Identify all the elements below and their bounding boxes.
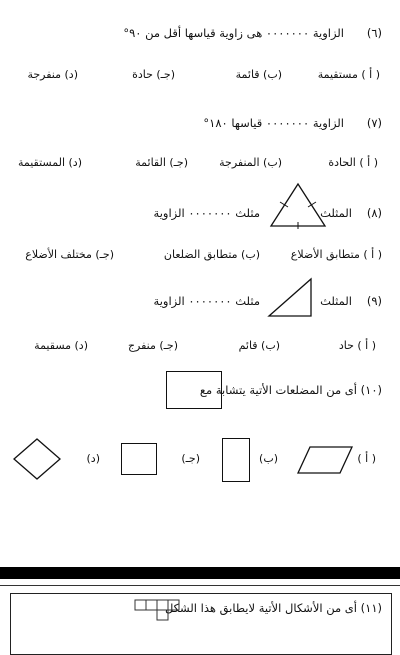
q6-number: (٦) <box>366 26 382 40</box>
q9-option-a[interactable]: ( أ ) حاد <box>338 339 376 352</box>
q9-number: (٩) <box>366 294 382 308</box>
q7-option-d[interactable]: (د) المستقيمة <box>17 156 82 169</box>
q6-option-b[interactable]: (ب) قائمة <box>235 68 282 81</box>
q11-text: (١١) أى من الأشكال الأتية لايطابق هذا الشكل <box>164 601 382 615</box>
q8-option-c[interactable]: (جـ) مختلف الأضلاع <box>25 248 114 261</box>
parallelogram-figure[interactable] <box>294 444 356 476</box>
q8-option-a[interactable]: ( أ ) متطابق الأضلاع <box>290 248 382 261</box>
page-divider-bar <box>0 567 400 579</box>
q7-number: (٧) <box>366 116 382 130</box>
q6-option-c[interactable]: (جـ) حادة <box>132 68 175 81</box>
equilateral-triangle-figure <box>267 181 329 229</box>
q6-option-a[interactable]: ( أ ) مستقيمة <box>317 68 380 81</box>
q10-option-a[interactable]: ( أ ) <box>357 452 376 465</box>
q10-option-c[interactable]: (جـ) <box>181 452 200 465</box>
q9-option-d[interactable]: (د) مسقيمة <box>34 339 88 352</box>
right-triangle-figure <box>265 276 315 320</box>
q8-option-b[interactable]: (ب) متطابق الضلعان <box>163 248 260 261</box>
q9-text: مثلث ٠٠٠٠٠٠٠ الزاوية <box>153 294 260 308</box>
q10-option-d[interactable]: (د) <box>86 452 100 465</box>
q7-option-a[interactable]: ( أ ) الحادة <box>328 156 378 169</box>
square-figure[interactable] <box>121 443 157 475</box>
q9-label: المثلث <box>320 294 352 308</box>
section-divider-line <box>0 585 400 586</box>
q10-text: (١٠) أى من المضلعات الأتية يتشابة مع <box>199 383 382 397</box>
net-shape-figure <box>134 599 184 623</box>
reference-rectangle-figure <box>166 371 222 409</box>
q8-label: المثلث <box>320 206 352 220</box>
rhombus-figure[interactable] <box>11 436 63 482</box>
q7-option-c[interactable]: (جـ) القائمة <box>135 156 188 169</box>
q8-text: مثلث ٠٠٠٠٠٠٠ الزاوية <box>153 206 260 220</box>
q7-option-b[interactable]: (ب) المنفرجة <box>219 156 282 169</box>
q7-text: الزاوية ٠٠٠٠٠٠٠ قياسها ١٨٠° <box>203 116 344 130</box>
q6-text: الزاوية ٠٠٠٠٠٠٠ هى زاوية قياسها أقل من ٩٠° <box>123 26 344 40</box>
tall-rectangle-figure[interactable] <box>222 438 250 482</box>
q6-option-d[interactable]: (د) منفرجة <box>27 68 78 81</box>
q9-option-b[interactable]: (ب) قائم <box>238 339 280 352</box>
q10-option-b[interactable]: (ب) <box>259 452 278 465</box>
q8-number: (٨) <box>366 206 382 220</box>
q9-option-c[interactable]: (جـ) منفرج <box>127 339 178 352</box>
